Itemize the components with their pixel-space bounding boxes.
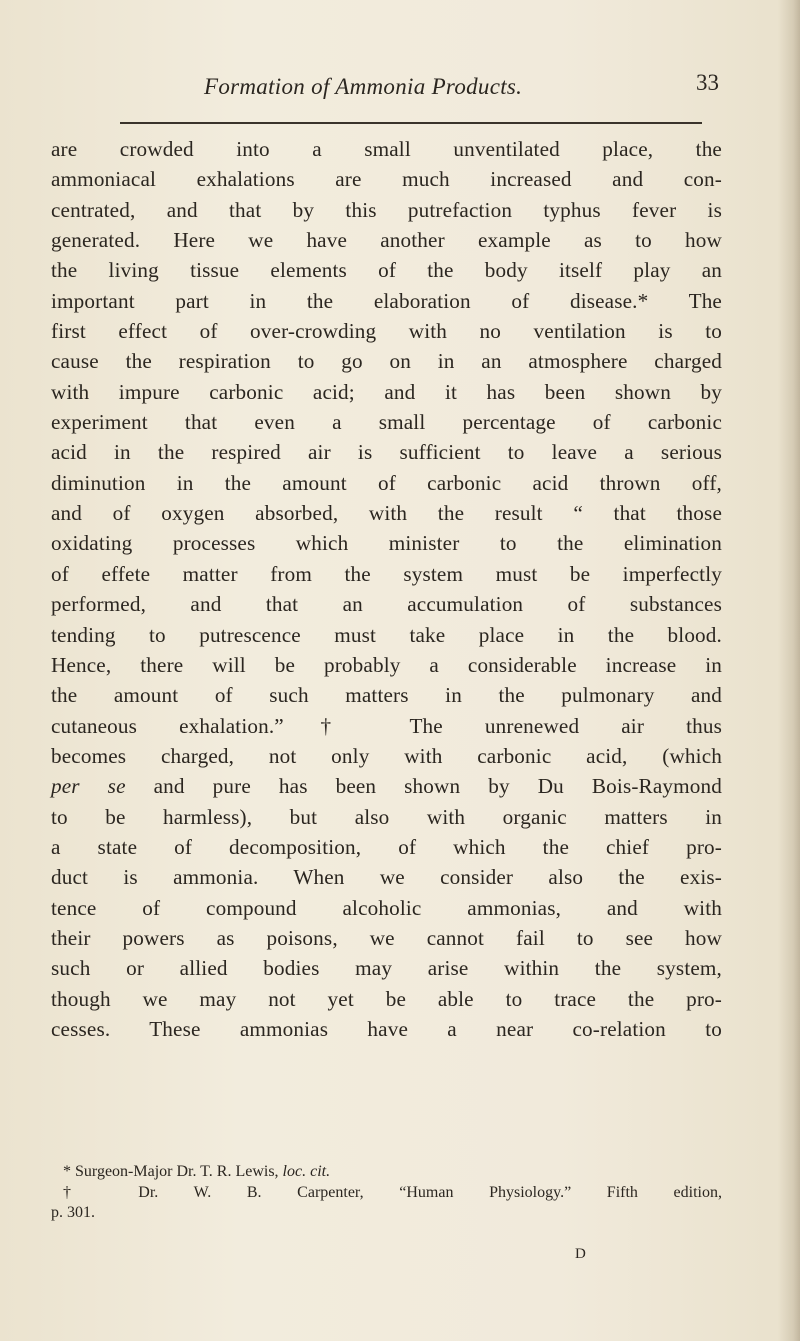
text-line: the amount of such matters in the pulmonary and (51, 683, 722, 708)
footnote-lewis: * Surgeon-Major Dr. T. R. Lewis, loc. cit. (63, 1163, 331, 1180)
text-line: are crowded into a small unventilated place, the (51, 137, 722, 161)
text-line: tending to putrescence must take place in the blood. (51, 622, 722, 647)
text-line: cutaneous exhalation.”† The unrenewed air thus (51, 713, 722, 738)
text-line: cause the respiration to go on in an atmosphere charged (51, 349, 722, 374)
text-line: the living tissue elements of the body itself play an (51, 258, 722, 283)
running-head (0, 70, 800, 110)
body-text (51, 134, 722, 1044)
footnote-carpenter: † Dr. W. B. Carpenter, “Human Physiology.” Fifth edition, (63, 1183, 722, 1201)
text-line: tence of compound alcoholic ammonias, and with (51, 895, 722, 920)
text-line: experiment that even a small percentage of carbonic (51, 410, 722, 435)
text-line: diminution in the amount of carbonic acid thrown off, (51, 470, 722, 495)
text-line: a state of decomposition, of which the chief pro- (51, 834, 722, 859)
running-title: Formation of Ammonia Products. (204, 74, 523, 99)
text-line: performed, and that an accumulation of substances (51, 592, 722, 617)
text-line: and of oxygen absorbed, with the result “ that those (51, 501, 722, 526)
footnote-carpenter-page: p. 301. (51, 1204, 95, 1221)
text-line: per se and pure has been shown by Du Bois-Raymond (51, 774, 722, 799)
text-line: generated. Here we have another example as to how (51, 228, 722, 253)
text-line: acid in the respired air is sufficient to leave a serious (51, 440, 722, 465)
text-line: with impure carbonic acid; and it has been shown by (51, 379, 722, 404)
text-line: centrated, and that by this putrefaction typhus fever is (51, 197, 722, 222)
text-line: ammoniacal exhalations are much increased and con- (51, 167, 722, 192)
text-line: oxidating processes which minister to the elimination (51, 531, 722, 556)
text-line: cesses. These ammonias have a near co-relation to (51, 1016, 722, 1041)
page-number: 33 (696, 70, 719, 95)
text-line: duct is ammonia. When we consider also the exis- (51, 865, 722, 890)
binding-gutter-shadow (778, 0, 800, 1341)
text-line: becomes charged, not only with carbonic acid, (which (51, 743, 722, 768)
text-line: Hence, there will be probably a considerable increase in (51, 652, 722, 677)
signature-mark: D (575, 1246, 586, 1262)
text-line: such or allied bodies may arise within the system, (51, 956, 722, 981)
text-line: of effete matter from the system must be imperfectly (51, 561, 722, 586)
text-line: to be harmless), but also with organic matters in (51, 804, 722, 829)
text-line: though we may not yet be able to trace the pro- (51, 986, 722, 1011)
text-line: first effect of over-crowding with no ventilation is to (51, 319, 722, 344)
footnotes (51, 1162, 722, 1224)
header-rule (120, 122, 702, 124)
text-line: important part in the elaboration of disease.* The (51, 288, 722, 313)
text-line: their powers as poisons, we cannot fail to see how (51, 925, 722, 950)
